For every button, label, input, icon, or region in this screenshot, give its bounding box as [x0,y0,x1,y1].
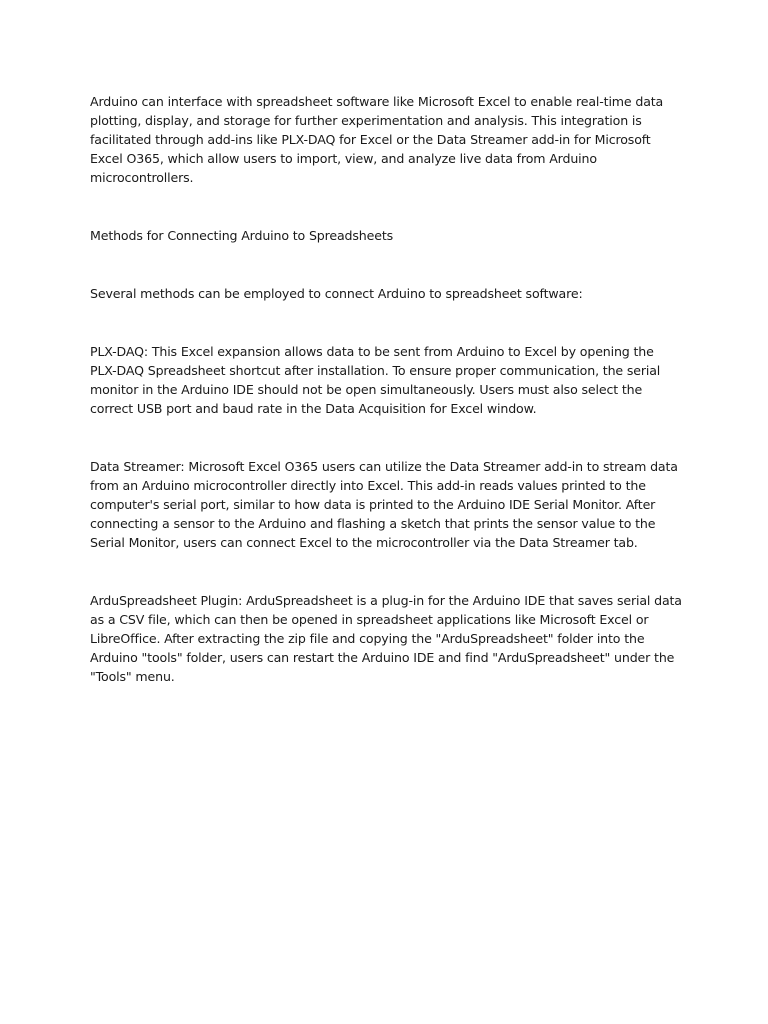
plx-daq-paragraph: PLX-DAQ: This Excel expansion allows data to be sent from Arduino to Excel by opening the PLX-DAQ Spreadsheet shortcut after installation. To ensure proper communication, the serial monitor in the Arduino IDE should not be open simultaneously. Users must also select the correct USB port and baud rate in the Data Acquisition for Excel window. [90,344,661,416]
arduspreadsheet-paragraph: ArduSpreadsheet Plugin: ArduSpreadsheet is a plug-in for the Arduino IDE that saves serial data as a CSV file, which can then be opened in spreadsheet applications like Microsoft Excel or LibreOffice. After extracting the zip file and copying the "ArduSpreadsheet" folder into the Arduino "tools" folder, users can restart the Arduino IDE and find "ArduSpreadsheet" under the "Tools" menu. [90,593,682,684]
intro-paragraph: Arduino can interface with spreadsheet software like Microsoft Excel to enable real-time data plotting, display, and storage for further experimentation and analysis. This integration is facilitated through add-ins like PLX-DAQ for Excel or the Data Streamer add-in for Microsoft Excel O365, which allow users to import, view, and analyze live data from Arduino microcontrollers. [90,94,664,185]
data-streamer-paragraph: Data Streamer: Microsoft Excel O365 users can utilize the Data Streamer add-in to stream data from an Arduino microcontroller directly into Excel. This add-in reads values printed to the computer's serial port, similar to how data is printed to the Arduino IDE Serial Monitor. After connecting a sensor to the Arduino and flashing a sketch that prints the sensor value to the Serial Monitor, users can connect Excel to the microcontroller via the Data Streamer tab. [90,459,678,550]
methods-intro-paragraph: Several methods can be employed to connect Arduino to spreadsheet software: [90,286,583,301]
section-heading: Methods for Connecting Arduino to Spreadsheets [90,228,394,243]
document-body [90,92,682,725]
